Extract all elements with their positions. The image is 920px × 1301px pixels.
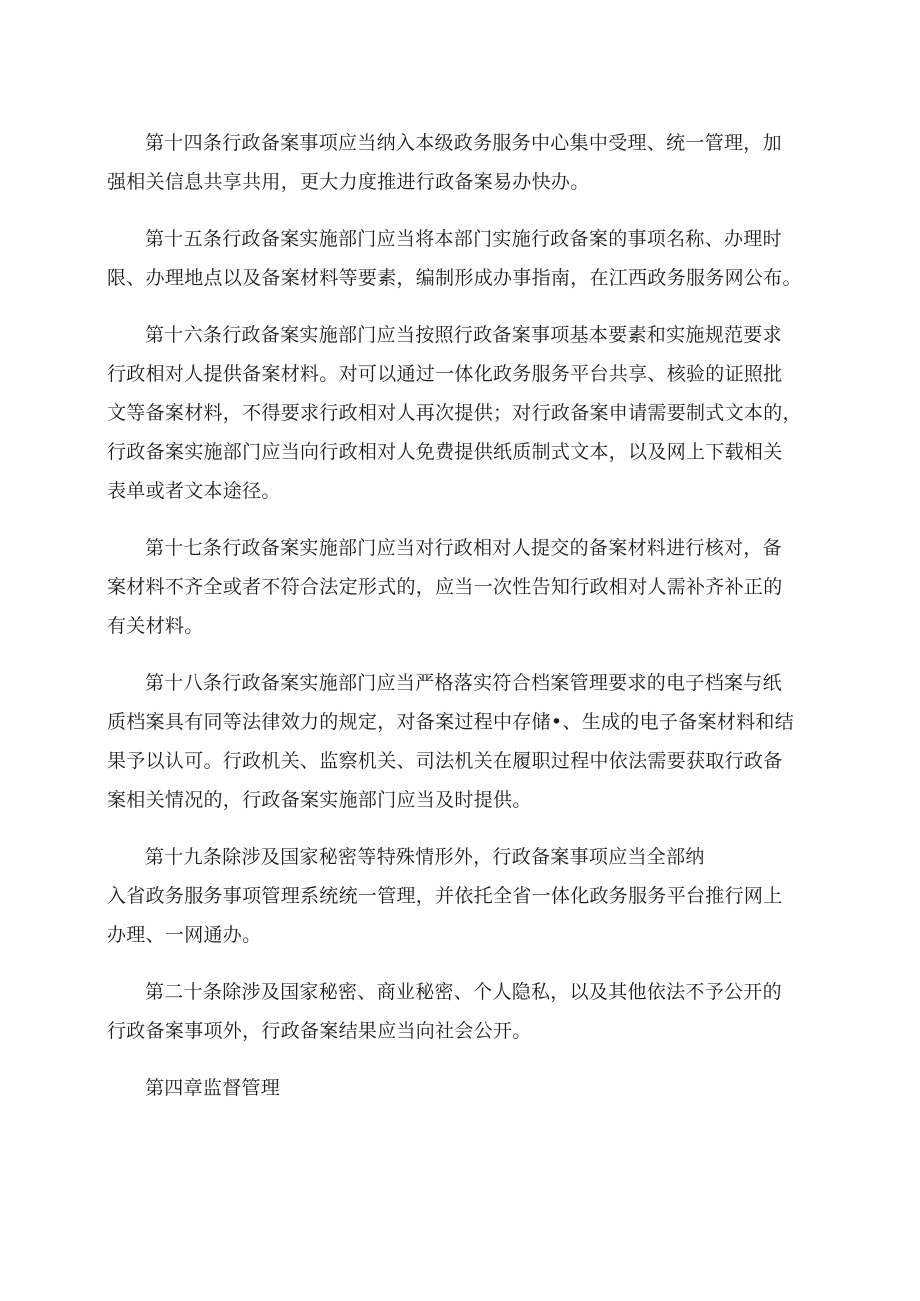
document-body xyxy=(107,124,821,1108)
text-line: 限、办理地点以及备案材料等要素，编制形成办事指南，在江西政务服务网公布。 xyxy=(107,267,802,289)
text-line: 行政备案实施部门应当向行政相对人免费提供纸质制式文本，以及网上下载相关 xyxy=(107,441,783,463)
text-line: 第十八条行政备案实施部门应当严格落实符合档案管理要求的电子档案与纸 xyxy=(145,672,782,694)
article-19 xyxy=(107,838,821,955)
text-line: 第十七条行政备案实施部门应当对行政相对人提交的备案材料进行核对，备 xyxy=(145,537,782,559)
text-line: 表单或者文本途径。 xyxy=(107,480,281,502)
text-line: 有关材料。 xyxy=(107,615,204,637)
text-line: 第十四条行政备案事项应当纳入本级政务服务中心集中受理、统一管理，加 xyxy=(145,132,782,154)
chapter-heading: 第四章监督管理 xyxy=(145,1077,281,1099)
text-line: 行政相对人提供备案材料。对可以通过一体化政务服务平台共享、核验的证照批 xyxy=(107,363,783,385)
text-line: 行政备案事项外，行政备案结果应当向社会公开。 xyxy=(107,1020,532,1042)
article-16 xyxy=(107,316,821,511)
text-line: 案相关情况的，行政备案实施部门应当及时提供。 xyxy=(107,789,532,811)
article-18 xyxy=(107,664,821,820)
text-line: 第十六条行政备案实施部门应当按照行政备案事项基本要素和实施规范要求 xyxy=(145,324,782,346)
text-line: 强相关信息共享共用，更大力度推进行政备案易办快办。 xyxy=(107,171,590,193)
text-line: 入省政务服务事项管理系统统一管理，并依托全省一体化政务服务平台推行网上 xyxy=(107,885,783,907)
text-line: 第十九条除涉及国家秘密等特殊情形外，行政备案事项应当全部纳 xyxy=(145,846,705,868)
text-line: 果予以认可。行政机关、监察机关、司法机关在履职过程中依法需要获取行政备 xyxy=(107,750,783,772)
article-14 xyxy=(107,124,821,202)
article-15 xyxy=(107,220,821,298)
article-17 xyxy=(107,529,821,646)
text-line: 办理、一网通办。 xyxy=(107,924,262,946)
text-line: 质档案具有同等法律效力的规定，对备案过程中存储•、生成的电子备案材料和结 xyxy=(107,711,795,733)
text-line: 第十五条行政备案实施部门应当将本部门实施行政备案的事项名称、办理时 xyxy=(145,228,782,250)
text-line: 第二十条除涉及国家秘密、商业秘密、个人隐私，以及其他依法不予公开的 xyxy=(145,981,782,1003)
text-line: 案材料不齐全或者不符合法定形式的，应当一次性告知行政相对人需补齐补正的 xyxy=(107,576,783,598)
text-line: 文等备案材料，不得要求行政相对人再次提供；对行政备案申请需要制式文本的， xyxy=(107,402,802,424)
article-20 xyxy=(107,973,821,1051)
